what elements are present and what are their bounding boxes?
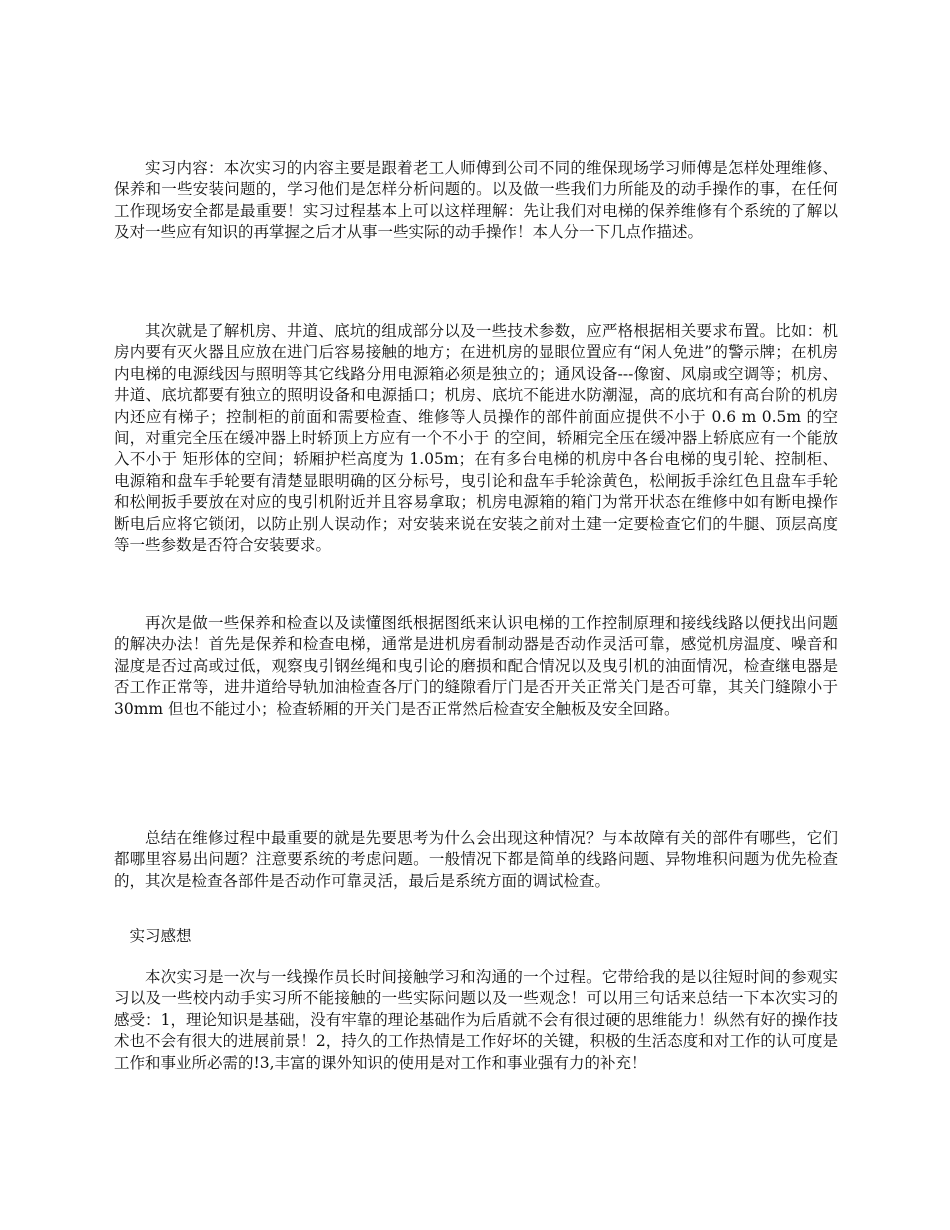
paragraph-maintenance: 再次是做一些保养和检查以及读懂图纸根据图纸来认识电梯的工作控制原理和接线线路以便找出问题的解决办法！首先是保养和检查电梯，通常是进机房看制动器是否动作灵活可靠，感觉机房温度、噪音和湿度是否过高或过低，观察曳引钢丝绳和曳引论的磨损和配合情况以及曳引机的油面情况，检查继电器是否工作正常等，进井道给导轨加油检查各厅门的缝隙看厅门是否开关正常关门是否可靠，其关门缝隙小于 30mm 但也不能过小；检查轿厢的开关门是否正常然后检查安全触板及安全回路。 [114, 614, 838, 718]
paragraph-summary: 总结在维修过程中最重要的就是先要思考为什么会出现这种情况？与本故障有关的部件有哪些，它们都哪里容易出问题？注意要系统的考虑问题。一般情况下都是简单的线路问题、异物堆积问题为优先检查的，其次是检查各部件是否动作可靠灵活，最后是系统方面的调试检查。 [114, 829, 838, 890]
paragraph-reflections: 本次实习是一次与一线操作员长时间接触学习和沟通的一个过程。它带给我的是以往短时间的参观实习以及一些校内动手实习所不能接触的一些实际问题以及一些观念！可以用三句话来总结一下本次实习的感受：1，理论知识是基础，没有牢靠的理论基础作为后盾就不会有很过硬的思维能力！纵然有好的操作技术也不会有很大的进展前景！2，持久的工作热情是工作好坏的关键，积极的生活态度和对工作的认可度是工作和事业所必需的!3,丰富的课外知识的使用是对工作和事业强有力的补充！ [114, 968, 838, 1072]
section-heading-reflections: 实习感想 [129, 927, 192, 945]
paragraph-internship-content: 实习内容：本次实习的内容主要是跟着老工人师傅到公司不同的维保现场学习师傅是怎样处理维修、保养和一些安装问题的，学习他们是怎样分析问题的。以及做一些我们力所能及的动手操作的事，在任何工作现场安全都是最重要！实习过程基本上可以这样理解：先让我们对电梯的保养维修有个系统的了解以及对一些应有知识的再掌握之后才从事一些实际的动手操作！本人分一下几点作描述。 [114, 159, 838, 242]
paragraph-machine-room: 其次就是了解机房、井道、底坑的组成部分以及一些技术参数，应严格根据相关要求布置。比如：机房内要有灭火器且应放在进门后容易接触的地方；在进机房的显眼位置应有“闲人免进”的警示牌；在机房内电梯的电源线因与照明等其它线路分用电源箱必须是独立的；通风设备---像窗、风扇或空调等；机房、井道、底坑都要有独立的照明设备和电源插口；机房、底坑不能进水防潮湿，高的底坑和有高台阶的机房内还应有梯子；控制柜的前面和需要检查、维修等人员操作的部件前面应提供不小于 0.6 m 0.5m 的空间，对重完全压在缓冲器上时轿顶上方应有一个不小于 的空间，轿厢完全压在缓冲器上轿底应有一个能放入不小于 矩形体的空间；轿厢护栏高度为 1.05m；在有多台电梯的机房中各台电梯的曳引轮、控制柜、电源箱和盘车手轮要有清楚显眼明确的区分标号，曳引论和盘车手轮涂黄色，松闸扳手涂红色且盘车手轮和松闸扳手要放在对应的曳引机附近并且容易拿取；机房电源箱的箱门为常开状态在维修中如有断电操作断电后应将它锁闭，以防止别人误动作；对安装来说在安装之前对土建一定要检查它们的牛腿、顶层高度等一些参数是否符合安装要求。 [114, 322, 838, 555]
